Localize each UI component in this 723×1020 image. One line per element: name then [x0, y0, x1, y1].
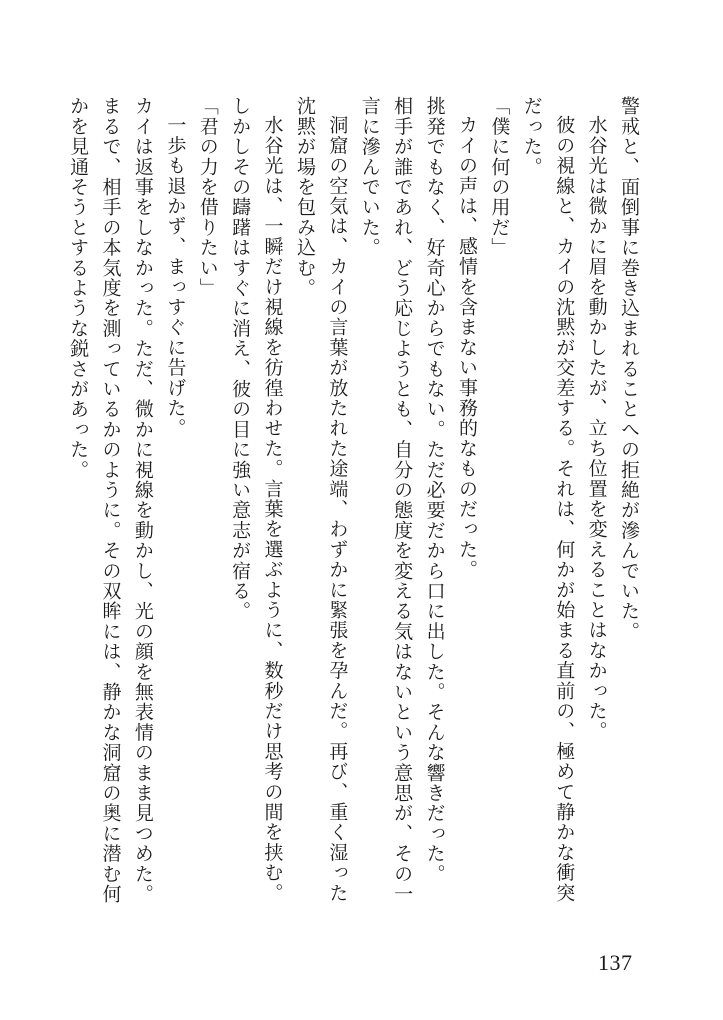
text-line: カイの声は、感情を含まない事務的なものだった。 — [455, 115, 478, 580]
text-line: 洞窟の空気は、カイの言葉が放たれた途端、わずかに緊張を孕んだ。再び、重く湿った — [326, 115, 349, 903]
text-line: 警戒と、面倒事に巻き込まれることへの拒絶が滲んでいた。 — [618, 96, 640, 642]
text-line: 言に滲んでいた。 — [358, 96, 381, 258]
text-line: 水谷光は微かに眉を動かしたが、立ち位置を変えることはなかった。 — [585, 115, 608, 742]
text-line: だった。 — [520, 96, 543, 177]
text-line: 沈黙が場を包み込む。 — [293, 96, 316, 298]
text-line: かを見通そうとするような鋭さがあった。 — [67, 96, 90, 480]
page-number: 137 — [598, 950, 633, 975]
text-line: 彼の視線と、カイの沈黙が交差する。それは、何かが始まる直前の、極めて静かな衝突 — [553, 115, 576, 903]
text-line: まるで、相手の本気度を測っているかのように。その双眸には、静かな洞窟の奥に潜む何 — [99, 96, 122, 904]
text-line: 相手が誰であれ、どう応じようとも、自分の態度を変える気はないという意思が、その一 — [391, 96, 414, 904]
text-line: 「君の力を借りたい」 — [196, 96, 219, 298]
text-line: 水谷光は、一瞬だけ視線を彷徨わせた。言葉を選ぶように、数秒だけ思考の間を挟む。 — [261, 115, 284, 903]
text-line: 挑発でもなく、好奇心からでもない。ただ必要だから口に出した。そんな響きだった。 — [423, 96, 446, 884]
text-line: 一歩も退かず、まっすぐに告げた。 — [164, 115, 187, 439]
vertical-text-body — [55, 96, 645, 916]
text-line: カイは返事をしなかった。ただ、微かに視線を動かし、光の顔を無表情のまま見つめた。 — [131, 96, 154, 904]
text-line: しかしその躊躇はすぐに消え、彼の目に強い意志が宿る。 — [229, 96, 252, 622]
text-line: 「僕に何の用だ」 — [488, 96, 511, 258]
